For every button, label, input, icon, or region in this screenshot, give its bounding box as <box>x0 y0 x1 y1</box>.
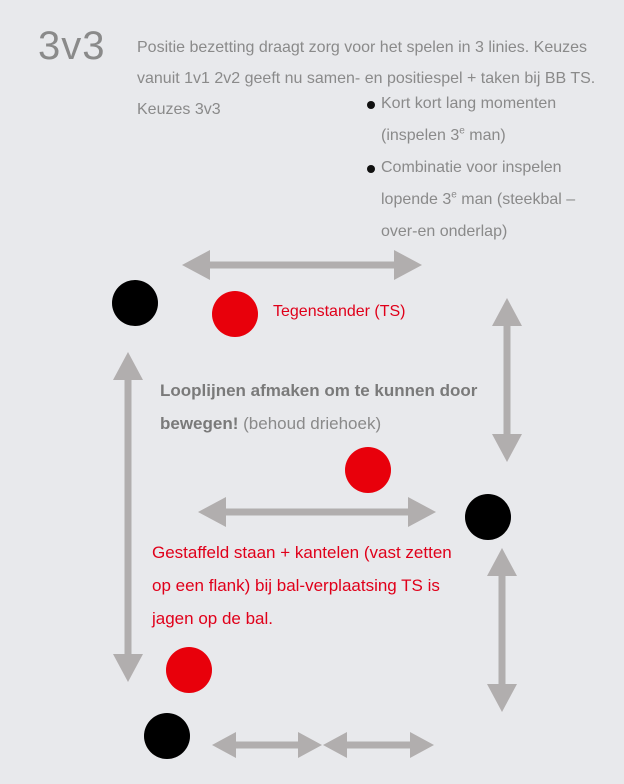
double-arrow-icon <box>212 732 322 758</box>
bullet-text: man (steekbal – over-en onderlap) <box>381 191 576 240</box>
note-rest: (behoud driehoek) <box>238 414 382 433</box>
opponent-dot <box>166 647 212 693</box>
intro-text: Positie bezetting draagt zorg voor het spelen in 3 linies. Keuzes vanuit 1v1 2v2 geeft nu samen- en positiespel + taken bij BB TS. Keuzes 3v3 <box>137 39 596 118</box>
opponent-dot <box>345 447 391 493</box>
player-dot <box>112 280 158 326</box>
double-arrow-icon <box>113 352 143 682</box>
opponent-dot <box>212 291 258 337</box>
double-arrow-icon <box>198 497 436 527</box>
double-arrow-icon <box>487 548 517 712</box>
opponent-label: Tegenstander (TS) <box>273 303 406 320</box>
player-dot <box>465 494 511 540</box>
looplijnen-note <box>160 374 500 440</box>
gestaffeld-note: Gestaffeld staan + kantelen (vast zetten op een flank) bij bal-verplaatsing TS is jagen op de bal. <box>152 543 452 628</box>
double-arrow-icon <box>182 250 422 280</box>
note-bold: Looplijnen afmaken om te kunnen door bewegen! <box>160 381 478 433</box>
player-dot <box>144 713 190 759</box>
page-title: 3v3 <box>38 24 106 68</box>
double-arrow-icon <box>323 732 434 758</box>
superscript: e <box>459 125 465 137</box>
superscript: e <box>451 189 457 201</box>
bullet-text: man) <box>464 127 506 144</box>
bullet-text: Kort kort lang momenten (inspelen 3 <box>381 95 557 144</box>
bullet-text: Combinatie voor inspelen lopende 3 <box>381 159 562 208</box>
